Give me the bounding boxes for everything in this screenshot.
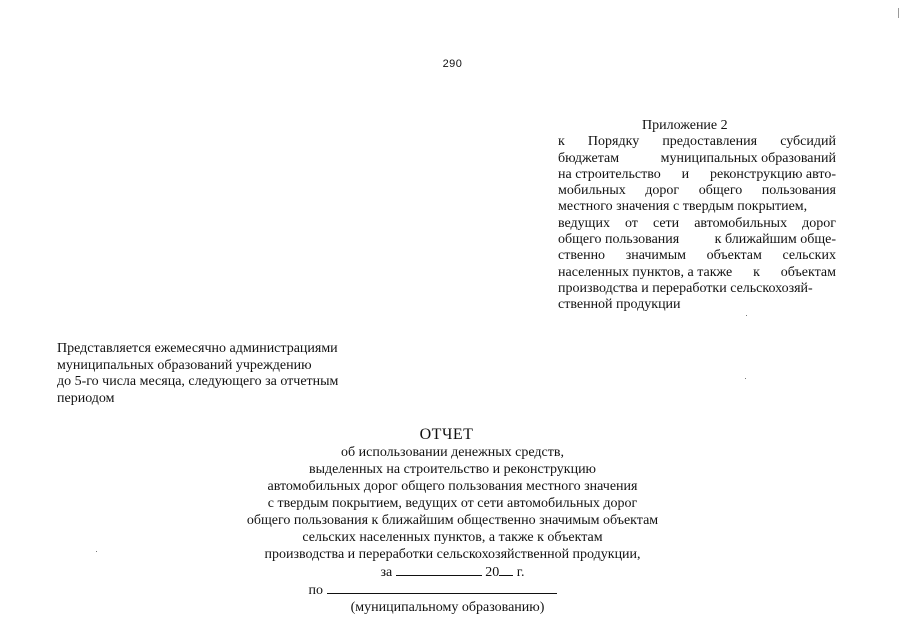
scan-edge-mark [898,8,899,18]
appendix-line: ственной продукции [558,297,681,313]
report-line: выделенных на строительство и реконструкцию [308,462,597,477]
municipality-blank[interactable] [327,581,557,594]
appendix-word: на строительство [558,166,661,182]
appendix-line [558,232,836,248]
appendix-word: мобильных [558,183,626,199]
appendix-text [558,134,848,313]
appendix-word: от [624,215,638,231]
appendix-line [558,265,836,281]
appendix-line [558,248,836,264]
appendix-word: сети [652,215,680,231]
appendix-word: значимым [625,248,687,264]
appendix-line: производства и переработки сельскохозяй- [558,280,813,296]
period-year-prefix: 20 [485,565,500,580]
appendix-word: автомобильных [694,215,788,231]
appendix-line: местного значения с твердым покрытием, [558,199,808,215]
appendix-word: дорог [645,183,680,199]
appendix-word: к ближайшим обще- [714,232,836,248]
appendix-block [558,118,848,314]
submission-note [57,341,377,407]
appendix-word: Порядку [587,134,640,150]
report-block [0,426,905,616]
report-title: ОТЧЕТ [419,426,474,443]
page-number: 290 [442,58,463,70]
appendix-word: предоставления [662,134,758,150]
appendix-word: и [681,166,690,182]
report-period-line [0,563,905,581]
report-line: с твердым покрытием, ведущих от сети автомобильных дорог [267,496,638,511]
appendix-word: субсидий [780,134,836,150]
appendix-word: бюджетам [558,150,620,166]
report-line: об использовании денежных средств, [341,445,564,460]
appendix-word: общего пользования [558,232,680,248]
report-line: автомобильных дорог общего пользования местного значения [267,479,638,494]
scan-speck [745,378,746,379]
submission-line: муниципальных образований учреждению [57,357,312,373]
submission-line: до 5-го числа месяца, следующего за отчетным [57,374,339,389]
appendix-line [558,183,836,199]
appendix-word: сельских [782,248,836,264]
report-line: производства и переработки сельскохозяйственной продукции, [264,547,641,562]
appendix-word: к [753,264,760,280]
report-line: сельских населенных пунктов, а также к объектам [302,530,603,545]
submission-line: периодом [57,390,115,406]
appendix-line [558,151,836,167]
appendix-word: муниципальных образований [660,150,836,166]
appendix-word: ведущих [558,215,610,231]
appendix-word: населенных пунктов, а также [558,264,733,280]
period-suffix: г. [516,565,525,580]
submission-line: Представляется ежемесячно администрациями [57,341,338,356]
period-year-blank[interactable] [499,563,513,576]
appendix-line [558,134,836,150]
appendix-word: реконструкцию авто- [710,166,836,182]
appendix-title: Приложение 2 [642,118,728,133]
appendix-word: объектам [780,264,836,280]
municipality-line [0,581,905,599]
appendix-word: объектам [706,248,762,264]
appendix-line [558,216,836,232]
period-month-blank[interactable] [396,563,482,576]
appendix-word: к [558,134,565,150]
report-line: общего пользования к ближайшим общественно значимым объектам [246,513,659,528]
appendix-word: дорог [802,215,836,231]
appendix-word: общего [698,183,743,199]
municipality-prefix: по [308,583,323,598]
scan-speck [746,315,747,316]
appendix-word: пользования [761,183,836,199]
appendix-word: ственно [558,248,606,264]
municipality-note: (муниципальному образованию) [350,600,545,615]
appendix-line [558,167,836,183]
period-prefix: за [380,565,393,580]
